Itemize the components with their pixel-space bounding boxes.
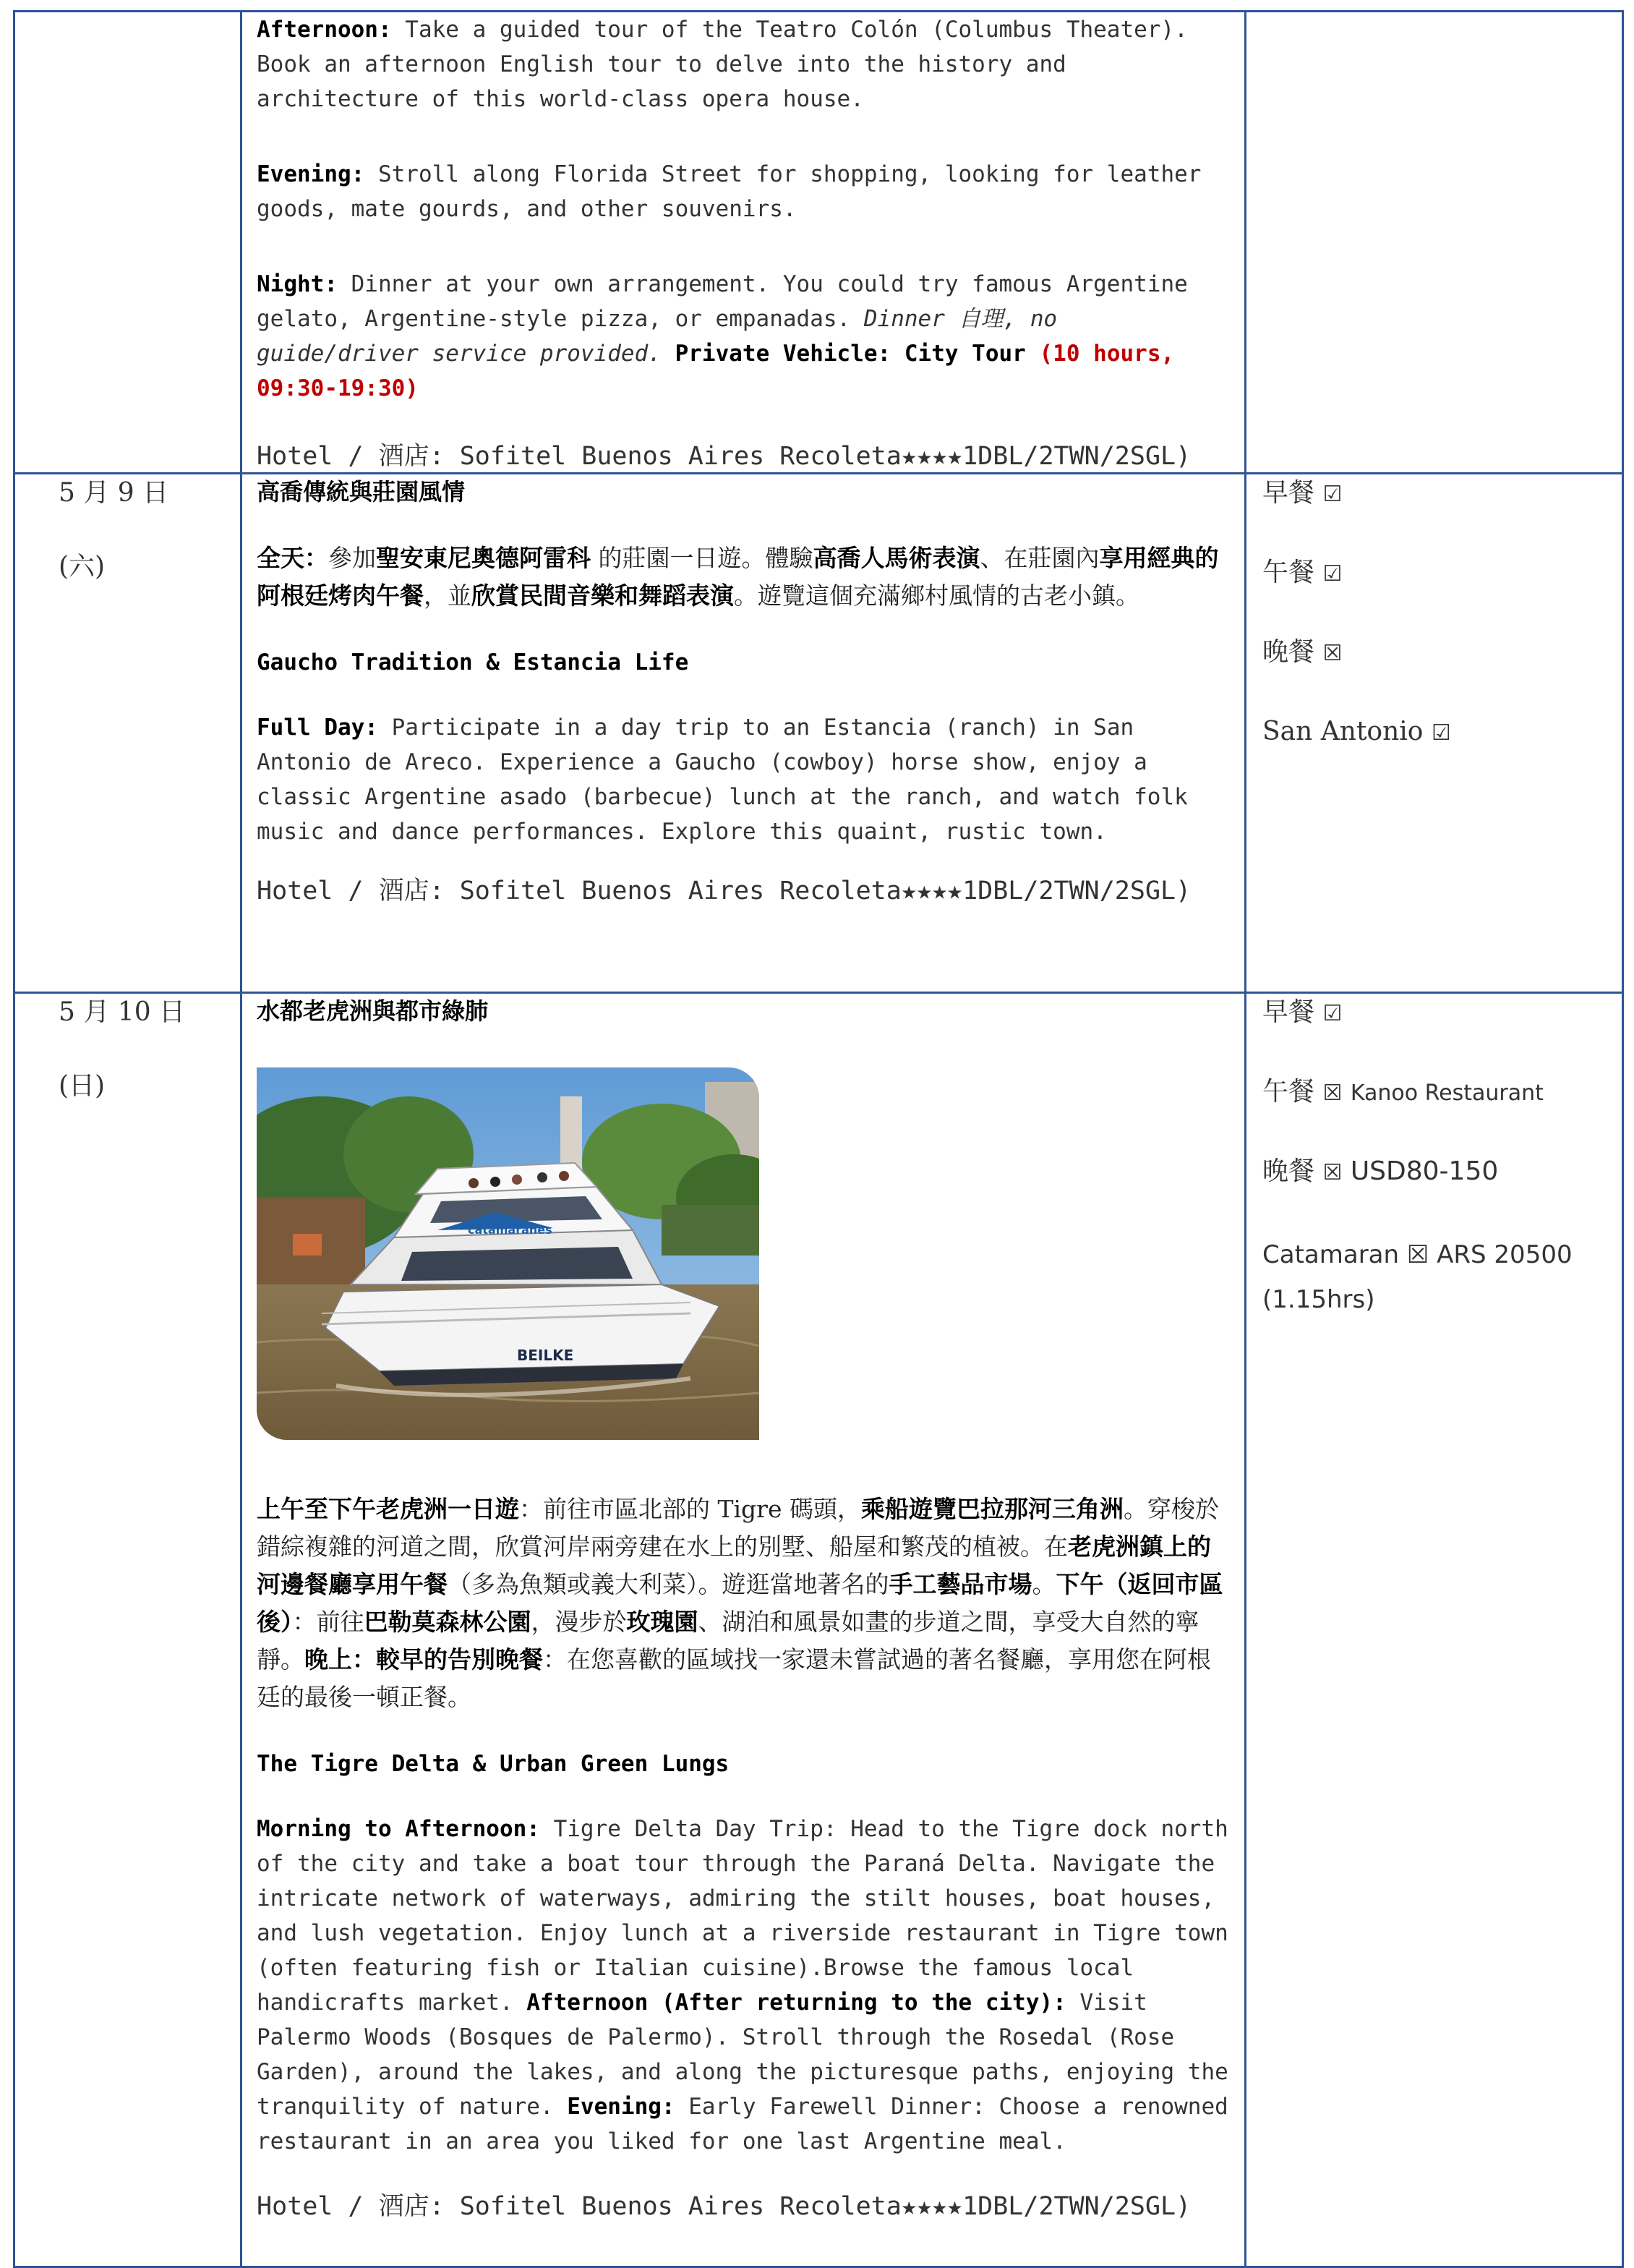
body-text: Tigre Delta Day Trip: Head to the Tigre dock north of the city and take a boat tour through the Paraná Delta. Navigate the intricate network of waterways, admiring the stilt houses, boat houses, and lush vegetation. Enjoy lunch at a riverside restaurant in Tigre town (often featuring fish or Italian cuisine).Browse the famous local handicrafts market. [257, 1816, 1228, 2016]
catamaran-price: Catamaran ☒ ARS 20500 [1262, 1240, 1573, 1269]
body-text: 。穿梭於錯綜複雜的河道之間，欣賞河岸兩旁建在水上的別墅、船屋和繁茂的植被。在 [257, 1495, 1219, 1561]
meal-item [1262, 554, 1622, 593]
day-title-zh: 高喬傳統與莊園風情 [257, 478, 466, 506]
highlight-text: 享用經典的阿根廷烤肉午餐 [257, 544, 1219, 610]
body-text: ：前往 [292, 1608, 364, 1636]
hotel-line: Hotel / 酒店: Sofitel Buenos Aires Recoleta★★★★1DBL/2TWN/2SGL) [257, 442, 1192, 471]
boat-name-text: BEILKE [517, 1347, 574, 1364]
date-cell [14, 993, 241, 2267]
meal-note: Kanoo Restaurant [1350, 1080, 1544, 1106]
day-title-en: The Tigre Delta & Urban Green Lungs [257, 1751, 730, 1777]
hotel-line: Hotel / 酒店: Sofitel Buenos Aires Recoleta★★★★1DBL/2TWN/2SGL) [257, 877, 1192, 905]
meal-name: 早餐 [1262, 478, 1315, 508]
description-en: Full Day: Participate in a day trip to an Estancia (ranch) in San Antonio de Areco. Experience a Gaucho (cowboy) horse show, enjoy a classic Argentine asado (barbecue) lunch at the ranch, and watch folk music and dance performances. Explore this quaint, rustic town. [257, 715, 1188, 845]
body-text: 。遊覽這個充滿鄉村風情的古老小鎮。 [734, 581, 1139, 610]
description-zh [257, 1491, 1231, 1716]
catamaran-item [1262, 1232, 1622, 1322]
meal-name: 午餐 [1262, 558, 1315, 587]
boat-brand-text: catamaranes [468, 1223, 552, 1237]
meal-item [1262, 994, 1622, 1033]
body-text: ：前往市區北部的 Tigre 碼頭， [519, 1495, 861, 1523]
meal-cell [1246, 474, 1623, 993]
meal-name: 午餐 [1262, 1077, 1315, 1107]
body-text: ，並 [424, 581, 471, 610]
highlight-text: 聖安東尼奧德阿雷科 [376, 544, 591, 572]
date-label: 5 月 9 日 [59, 478, 169, 508]
checkbox-checked-icon: ☑ [1322, 482, 1343, 507]
meal-name: 晚餐 [1262, 1156, 1315, 1186]
checkbox-crossed-icon: ☒ [1322, 1080, 1343, 1106]
body-text: （多為魚類或義大利菜）。遊逛當地著名的 [448, 1570, 889, 1598]
highlight-text: 下午（返回市區後） [257, 1570, 1223, 1636]
meal-name: San Antonio [1262, 717, 1424, 746]
evening-paragraph: Evening: Stroll along Florida Street for shopping, looking for leather goods, mate gourds, and other souvenirs. [257, 161, 1202, 222]
checkbox-checked-icon: ☑ [1431, 720, 1451, 746]
body-text: 。 [1032, 1570, 1056, 1598]
meal-item [1262, 474, 1622, 513]
checkbox-crossed-icon: ☒ [1322, 1160, 1343, 1185]
catamaran-photo [257, 1067, 759, 1440]
body-text: 、湖泊和風景如畫的步道之間，享受大自然的寧靜。 [257, 1608, 1199, 1674]
highlight-text: 上午至下午老虎洲一日遊 [257, 1495, 519, 1523]
description-zh [257, 540, 1231, 615]
itinerary-row-may10 [14, 993, 1623, 2267]
hotel-line: Hotel / 酒店: Sofitel Buenos Aires Recoleta★★★★1DBL/2TWN/2SGL) [257, 2192, 1192, 2221]
body-text: 參加 [328, 544, 376, 572]
meal-name: 晚餐 [1262, 637, 1315, 667]
highlight-text: 欣賞民間音樂和舞蹈表演 [471, 581, 734, 610]
highlight-text: 巴勒莫森林公園 [364, 1608, 531, 1636]
checkbox-crossed-icon: ☒ [1322, 641, 1343, 666]
highlight-text: 全天： [257, 544, 328, 572]
body-text: ，漫步於 [531, 1608, 627, 1636]
date-cell [14, 474, 241, 993]
activity-cell [241, 12, 1246, 474]
highlight-text: 玫瑰園 [626, 1608, 698, 1636]
highlight-text: Evening: [567, 2094, 675, 2120]
meal-name: 早餐 [1262, 997, 1315, 1027]
meal-cell [1246, 993, 1623, 2267]
weekday-label: (日) [59, 1071, 106, 1101]
meal-item [1262, 1073, 1622, 1112]
description-en [257, 1812, 1231, 2159]
weekday-label: (六) [59, 552, 106, 581]
date-cell-empty [14, 12, 241, 474]
highlight-text: Morning to Afternoon: [257, 1816, 540, 1842]
itinerary-table [13, 10, 1624, 2268]
highlight-text: 乘船遊覽巴拉那河三角洲 [860, 1495, 1124, 1523]
itinerary-row-may8-continued [14, 12, 1623, 474]
meal-list [1246, 474, 1622, 752]
meal-item [1262, 1153, 1622, 1192]
day-title-zh: 水都老虎洲與都市綠肺 [257, 997, 489, 1025]
itinerary-row-may9 [14, 474, 1623, 993]
checkbox-checked-icon: ☑ [1322, 561, 1343, 587]
meal-note: USD80-150 [1350, 1156, 1499, 1186]
body-text: Visit Palermo Woods (Bosques de Palermo). Stroll through the Rosedal (Rose Garden), around the lakes, and along the picturesque paths, enjoying the tranquility of nature. [257, 1990, 1228, 2120]
night-paragraph: Night: Dinner at your own arrangement. You could try famous Argentine gelato, Argentine-style pizza, or empanadas. Dinner 自理, no guide/driver service provided. Private Vehicle: City Tour (10 hours, 09:30-19:30) [257, 271, 1188, 401]
day-title-en: Gaucho Tradition & Estancia Life [257, 649, 689, 675]
highlight-text: 手工藝品市場 [889, 1570, 1032, 1598]
body-text: 的莊園一日遊。體驗 [591, 544, 813, 572]
meal-item [1262, 634, 1622, 673]
catamaran-duration: (1.15hrs) [1262, 1285, 1375, 1314]
body-text: Early Farewell Dinner: Choose a renowned restaurant in an area you liked for one last Argentine meal. [257, 2094, 1228, 2154]
activity-cell [241, 474, 1246, 993]
checkbox-checked-icon: ☑ [1322, 1001, 1343, 1026]
catamaran-boat-image [257, 1067, 759, 1440]
afternoon-paragraph: Afternoon: Take a guided tour of the Teatro Colón (Columbus Theater). Book an afternoon English tour to delve into the history and architecture of this world-class opera house. [257, 17, 1188, 112]
date-label: 5 月 10 日 [59, 997, 186, 1027]
activity-cell [241, 993, 1246, 2267]
meal-item [1262, 713, 1622, 752]
highlight-text: 晚上：較早的告別晚餐 [304, 1645, 543, 1674]
highlight-text: 高喬人馬術表演 [813, 544, 980, 572]
meal-cell-empty [1246, 12, 1623, 474]
body-text: ：在您喜歡的區域找一家還未嘗試過的著名餐廳，享用您在阿根廷的最後一頓正餐。 [257, 1645, 1211, 1711]
highlight-text: 老虎洲鎮上的河邊餐廳享用午餐 [257, 1532, 1211, 1598]
meal-list [1246, 994, 1622, 1322]
highlight-text: Afternoon (After returning to the city): [526, 1990, 1066, 2016]
body-text: 、在莊園內 [980, 544, 1100, 572]
